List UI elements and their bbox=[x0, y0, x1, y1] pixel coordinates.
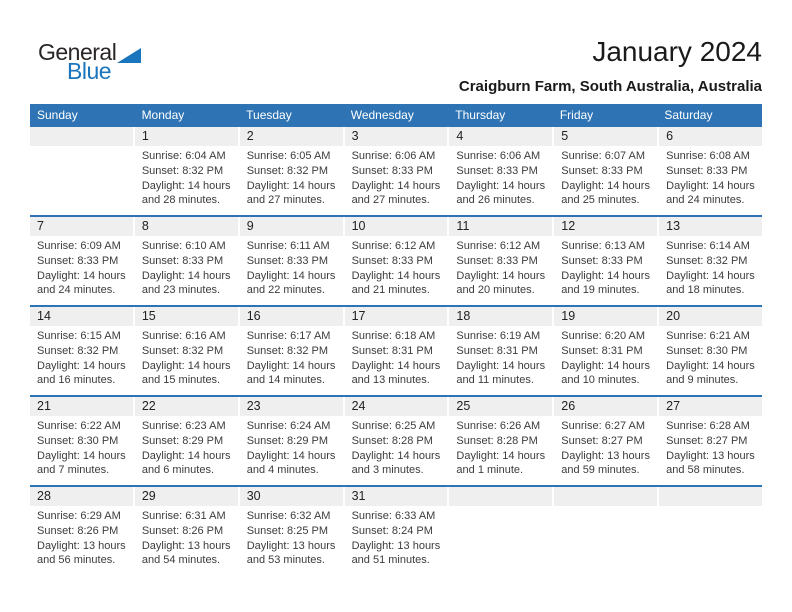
day-number-strip bbox=[554, 397, 657, 416]
week-row bbox=[30, 485, 762, 575]
weekday-saturday: Saturday bbox=[664, 108, 713, 122]
day-details bbox=[345, 416, 448, 478]
day-cell bbox=[449, 307, 552, 395]
day-number-strip bbox=[449, 307, 552, 326]
day-cell bbox=[30, 127, 133, 215]
day-details bbox=[449, 146, 552, 208]
day-number: 21 bbox=[37, 399, 51, 413]
day-number-strip bbox=[135, 487, 238, 506]
daylight-text: Daylight: 14 hours and 27 minutes. bbox=[351, 179, 441, 207]
day-number-strip bbox=[659, 397, 762, 416]
weekday-wednesday: Wednesday bbox=[350, 108, 414, 122]
day-cell bbox=[135, 217, 238, 305]
day-cell bbox=[30, 397, 133, 485]
day-cell bbox=[554, 127, 657, 215]
sunrise-text: Sunrise: 6:07 AM bbox=[561, 150, 646, 162]
sunset-text: Sunset: 8:32 PM bbox=[246, 344, 329, 357]
day-details bbox=[554, 416, 657, 478]
daylight-text: Daylight: 14 hours and 4 minutes. bbox=[246, 449, 336, 477]
sunrise-text: Sunrise: 6:11 AM bbox=[246, 240, 330, 252]
daylight-text: Daylight: 14 hours and 18 minutes. bbox=[666, 269, 755, 297]
day-number-strip bbox=[30, 307, 133, 326]
weekday-tuesday: Tuesday bbox=[246, 108, 292, 122]
day-number-strip bbox=[554, 127, 657, 146]
day-number-strip bbox=[554, 307, 657, 326]
daylight-text: Daylight: 14 hours and 24 minutes. bbox=[666, 179, 755, 207]
sunrise-text: Sunrise: 6:17 AM bbox=[246, 330, 331, 342]
day-number-strip bbox=[345, 217, 448, 236]
sunset-text: Sunset: 8:27 PM bbox=[666, 434, 748, 447]
day-details bbox=[30, 146, 133, 149]
sunrise-text: Sunrise: 6:25 AM bbox=[351, 420, 436, 432]
day-cell bbox=[449, 487, 552, 575]
daylight-text: Daylight: 14 hours and 15 minutes. bbox=[141, 359, 231, 387]
daylight-text: Daylight: 14 hours and 6 minutes. bbox=[141, 449, 231, 477]
sunset-text: Sunset: 8:26 PM bbox=[141, 524, 224, 537]
sunrise-text: Sunrise: 6:22 AM bbox=[37, 420, 121, 432]
day-cell bbox=[135, 307, 238, 395]
generalblue-logo bbox=[38, 39, 141, 85]
day-cell bbox=[240, 217, 343, 305]
sunrise-text: Sunrise: 6:33 AM bbox=[351, 510, 436, 522]
day-cell bbox=[30, 307, 133, 395]
sunrise-text: Sunrise: 6:06 AM bbox=[456, 150, 541, 162]
day-cell bbox=[554, 487, 657, 575]
daylight-text: Daylight: 14 hours and 16 minutes. bbox=[37, 359, 126, 387]
day-details bbox=[240, 326, 343, 388]
sunset-text: Sunset: 8:31 PM bbox=[351, 344, 433, 357]
day-cell bbox=[659, 127, 762, 215]
day-details bbox=[659, 236, 762, 298]
daylight-text: Daylight: 14 hours and 1 minute. bbox=[456, 449, 546, 477]
day-number: 23 bbox=[246, 399, 261, 413]
sunset-text: Sunset: 8:30 PM bbox=[37, 434, 119, 447]
daylight-text: Daylight: 13 hours and 56 minutes. bbox=[37, 539, 126, 567]
sunset-text: Sunset: 8:32 PM bbox=[37, 344, 119, 357]
sunset-text: Sunset: 8:33 PM bbox=[561, 164, 643, 177]
day-number-strip bbox=[30, 397, 133, 416]
sunset-text: Sunset: 8:33 PM bbox=[456, 254, 538, 267]
sunrise-text: Sunrise: 6:06 AM bbox=[351, 150, 436, 162]
day-cell bbox=[135, 397, 238, 485]
day-details bbox=[345, 326, 448, 388]
day-number-strip bbox=[345, 307, 448, 326]
daylight-text: Daylight: 13 hours and 58 minutes. bbox=[666, 449, 755, 477]
day-details bbox=[449, 326, 552, 388]
day-cell bbox=[449, 127, 552, 215]
sunrise-text: Sunrise: 6:09 AM bbox=[37, 240, 121, 252]
sunrise-text: Sunrise: 6:21 AM bbox=[666, 330, 750, 342]
daylight-text: Daylight: 14 hours and 24 minutes. bbox=[37, 269, 126, 297]
weekday-monday: Monday bbox=[141, 108, 185, 122]
month-title: January 2024 bbox=[592, 36, 762, 67]
day-details bbox=[135, 146, 238, 208]
day-number: 14 bbox=[37, 309, 51, 323]
sunrise-text: Sunrise: 6:29 AM bbox=[37, 510, 121, 522]
sunrise-text: Sunrise: 6:26 AM bbox=[456, 420, 541, 432]
daylight-text: Daylight: 14 hours and 7 minutes. bbox=[37, 449, 126, 477]
day-cell bbox=[554, 217, 657, 305]
day-details bbox=[449, 416, 552, 478]
daylight-text: Daylight: 14 hours and 9 minutes. bbox=[666, 359, 755, 387]
day-cell bbox=[240, 397, 343, 485]
weekday-friday: Friday bbox=[559, 108, 594, 122]
day-number-strip bbox=[30, 127, 133, 146]
day-number: 27 bbox=[666, 399, 681, 413]
location-subtitle: Craigburn Farm, South Australia, Australia bbox=[458, 78, 762, 95]
day-number: 5 bbox=[561, 129, 569, 143]
sunset-text: Sunset: 8:33 PM bbox=[246, 254, 329, 267]
day-number-strip bbox=[30, 217, 133, 236]
sunset-text: Sunset: 8:31 PM bbox=[456, 344, 538, 357]
sunrise-text: Sunrise: 6:28 AM bbox=[666, 420, 750, 432]
day-details bbox=[659, 506, 762, 509]
day-cell bbox=[449, 397, 552, 485]
day-details bbox=[135, 236, 238, 298]
sunset-text: Sunset: 8:33 PM bbox=[37, 254, 119, 267]
day-details bbox=[135, 506, 238, 568]
sunrise-text: Sunrise: 6:16 AM bbox=[141, 330, 226, 342]
day-cell bbox=[554, 307, 657, 395]
day-number-strip bbox=[554, 487, 657, 506]
sunset-text: Sunset: 8:33 PM bbox=[666, 164, 748, 177]
day-details bbox=[135, 326, 238, 388]
day-number: 1 bbox=[141, 129, 149, 143]
daylight-text: Daylight: 13 hours and 59 minutes. bbox=[561, 449, 650, 477]
sunset-text: Sunset: 8:28 PM bbox=[351, 434, 433, 447]
daylight-text: Daylight: 14 hours and 21 minutes. bbox=[351, 269, 441, 297]
sunset-text: Sunset: 8:30 PM bbox=[666, 344, 748, 357]
day-number-strip bbox=[135, 127, 238, 146]
day-cell bbox=[659, 397, 762, 485]
day-number: 29 bbox=[141, 489, 156, 503]
daylight-text: Daylight: 14 hours and 13 minutes. bbox=[351, 359, 441, 387]
daylight-text: Daylight: 14 hours and 26 minutes. bbox=[456, 179, 546, 207]
sunrise-text: Sunrise: 6:14 AM bbox=[666, 240, 750, 252]
sunset-text: Sunset: 8:24 PM bbox=[351, 524, 433, 537]
day-details bbox=[659, 416, 762, 478]
day-number: 3 bbox=[351, 129, 359, 143]
sunset-text: Sunset: 8:32 PM bbox=[141, 164, 224, 177]
day-number: 22 bbox=[141, 399, 156, 413]
day-number: 31 bbox=[351, 489, 366, 503]
day-cell bbox=[345, 397, 448, 485]
daylight-text: Daylight: 14 hours and 27 minutes. bbox=[246, 179, 336, 207]
day-cell bbox=[30, 217, 133, 305]
day-number-strip bbox=[554, 217, 657, 236]
sunset-text: Sunset: 8:28 PM bbox=[456, 434, 538, 447]
sunset-text: Sunset: 8:31 PM bbox=[561, 344, 643, 357]
sunrise-text: Sunrise: 6:08 AM bbox=[666, 150, 750, 162]
day-details bbox=[30, 506, 133, 568]
sunrise-text: Sunrise: 6:24 AM bbox=[246, 420, 331, 432]
day-number: 8 bbox=[141, 219, 149, 233]
sunrise-text: Sunrise: 6:13 AM bbox=[561, 240, 646, 252]
day-cell bbox=[135, 127, 238, 215]
day-cell bbox=[240, 487, 343, 575]
daylight-text: Daylight: 14 hours and 11 minutes. bbox=[456, 359, 546, 387]
day-number-strip bbox=[240, 397, 343, 416]
day-details bbox=[345, 146, 448, 208]
day-cell bbox=[135, 487, 238, 575]
weekday-thursday: Thursday bbox=[455, 108, 506, 122]
day-details bbox=[240, 416, 343, 478]
day-cell bbox=[345, 217, 448, 305]
day-cell bbox=[659, 217, 762, 305]
week-row bbox=[30, 395, 762, 485]
day-cell bbox=[345, 307, 448, 395]
day-number: 12 bbox=[561, 219, 576, 233]
day-number: 19 bbox=[561, 309, 576, 323]
day-number-strip bbox=[240, 127, 343, 146]
day-number-strip bbox=[449, 127, 552, 146]
weekday-sunday: Sunday bbox=[37, 108, 78, 122]
day-details bbox=[554, 506, 657, 509]
day-number-strip bbox=[240, 487, 343, 506]
day-number-strip bbox=[345, 397, 448, 416]
day-number-strip bbox=[659, 307, 762, 326]
day-details bbox=[554, 326, 657, 388]
day-details bbox=[659, 146, 762, 208]
sunrise-text: Sunrise: 6:19 AM bbox=[456, 330, 541, 342]
day-number-strip bbox=[30, 487, 133, 506]
day-number-strip bbox=[345, 487, 448, 506]
sunset-text: Sunset: 8:32 PM bbox=[141, 344, 224, 357]
day-number-strip bbox=[135, 307, 238, 326]
day-details bbox=[554, 236, 657, 298]
day-number: 20 bbox=[666, 309, 681, 323]
day-number-strip bbox=[135, 217, 238, 236]
daylight-text: Daylight: 14 hours and 19 minutes. bbox=[561, 269, 650, 297]
logo-triangle-icon bbox=[117, 48, 141, 63]
day-details bbox=[240, 236, 343, 298]
sunset-text: Sunset: 8:25 PM bbox=[246, 524, 329, 537]
weekday-header-row bbox=[30, 104, 762, 125]
day-number-strip bbox=[449, 217, 552, 236]
day-number: 17 bbox=[351, 309, 366, 323]
day-number: 24 bbox=[351, 399, 366, 413]
day-number: 10 bbox=[351, 219, 366, 233]
daylight-text: Daylight: 14 hours and 20 minutes. bbox=[456, 269, 546, 297]
logo-text-blue: Blue bbox=[67, 58, 112, 84]
sunset-text: Sunset: 8:33 PM bbox=[456, 164, 538, 177]
day-number: 18 bbox=[456, 309, 471, 323]
sunrise-text: Sunrise: 6:27 AM bbox=[561, 420, 646, 432]
sunrise-text: Sunrise: 6:32 AM bbox=[246, 510, 331, 522]
daylight-text: Daylight: 14 hours and 25 minutes. bbox=[561, 179, 650, 207]
day-details bbox=[240, 506, 343, 568]
day-cell bbox=[345, 487, 448, 575]
day-details bbox=[30, 236, 133, 298]
daylight-text: Daylight: 14 hours and 28 minutes. bbox=[141, 179, 231, 207]
sunset-text: Sunset: 8:26 PM bbox=[37, 524, 119, 537]
sunrise-text: Sunrise: 6:15 AM bbox=[37, 330, 121, 342]
sunset-text: Sunset: 8:27 PM bbox=[561, 434, 643, 447]
sunset-text: Sunset: 8:33 PM bbox=[351, 254, 433, 267]
day-number-strip bbox=[449, 397, 552, 416]
sunrise-text: Sunrise: 6:23 AM bbox=[141, 420, 226, 432]
day-number: 26 bbox=[561, 399, 576, 413]
daylight-text: Daylight: 14 hours and 23 minutes. bbox=[141, 269, 231, 297]
daylight-text: Daylight: 13 hours and 51 minutes. bbox=[351, 539, 441, 567]
calendar-table bbox=[30, 104, 762, 575]
day-cell bbox=[659, 307, 762, 395]
day-number-strip bbox=[240, 217, 343, 236]
day-number-strip bbox=[659, 127, 762, 146]
sunrise-text: Sunrise: 6:18 AM bbox=[351, 330, 436, 342]
day-cell bbox=[240, 127, 343, 215]
day-number: 30 bbox=[246, 489, 261, 503]
daylight-text: Daylight: 14 hours and 3 minutes. bbox=[351, 449, 441, 477]
day-details bbox=[345, 236, 448, 298]
day-cell bbox=[659, 487, 762, 575]
day-number-strip bbox=[240, 307, 343, 326]
day-number: 4 bbox=[456, 129, 464, 143]
daylight-text: Daylight: 14 hours and 10 minutes. bbox=[561, 359, 650, 387]
day-details bbox=[135, 416, 238, 478]
day-number: 15 bbox=[141, 309, 156, 323]
sunset-text: Sunset: 8:33 PM bbox=[351, 164, 433, 177]
sunset-text: Sunset: 8:29 PM bbox=[141, 434, 224, 447]
day-details bbox=[345, 506, 448, 568]
day-cell bbox=[30, 487, 133, 575]
week-row bbox=[30, 305, 762, 395]
day-details bbox=[659, 326, 762, 388]
day-number: 25 bbox=[456, 399, 471, 413]
day-number: 13 bbox=[666, 219, 681, 233]
day-cell bbox=[449, 217, 552, 305]
daylight-text: Daylight: 13 hours and 53 minutes. bbox=[246, 539, 336, 567]
sunset-text: Sunset: 8:33 PM bbox=[141, 254, 224, 267]
day-details bbox=[554, 146, 657, 208]
sunrise-text: Sunrise: 6:05 AM bbox=[246, 150, 331, 162]
sunset-text: Sunset: 8:29 PM bbox=[246, 434, 329, 447]
day-number: 16 bbox=[246, 309, 261, 323]
sunrise-text: Sunrise: 6:12 AM bbox=[456, 240, 541, 252]
daylight-text: Daylight: 13 hours and 54 minutes. bbox=[141, 539, 231, 567]
sunrise-text: Sunrise: 6:20 AM bbox=[561, 330, 646, 342]
day-details bbox=[449, 236, 552, 298]
sunrise-text: Sunrise: 6:31 AM bbox=[141, 510, 226, 522]
day-cell bbox=[345, 127, 448, 215]
day-details bbox=[240, 146, 343, 208]
daylight-text: Daylight: 14 hours and 14 minutes. bbox=[246, 359, 336, 387]
daylight-text: Daylight: 14 hours and 22 minutes. bbox=[246, 269, 336, 297]
day-number: 7 bbox=[37, 219, 44, 233]
day-details bbox=[30, 326, 133, 388]
sunset-text: Sunset: 8:33 PM bbox=[561, 254, 643, 267]
sunrise-text: Sunrise: 6:10 AM bbox=[141, 240, 226, 252]
day-details bbox=[449, 506, 552, 509]
logo-text-general: General bbox=[38, 39, 117, 65]
day-number: 9 bbox=[246, 219, 254, 233]
weeks bbox=[30, 125, 762, 575]
week-row bbox=[30, 215, 762, 305]
sunrise-text: Sunrise: 6:12 AM bbox=[351, 240, 436, 252]
sunset-text: Sunset: 8:32 PM bbox=[666, 254, 748, 267]
day-number: 28 bbox=[37, 489, 51, 503]
day-number-strip bbox=[345, 127, 448, 146]
day-number: 6 bbox=[666, 129, 674, 143]
day-cell bbox=[554, 397, 657, 485]
day-number-strip bbox=[135, 397, 238, 416]
week-row bbox=[30, 125, 762, 215]
day-cell bbox=[240, 307, 343, 395]
sunset-text: Sunset: 8:32 PM bbox=[246, 164, 329, 177]
day-number-strip bbox=[659, 487, 762, 506]
day-number: 11 bbox=[456, 219, 470, 233]
day-number: 2 bbox=[246, 129, 254, 143]
day-details bbox=[30, 416, 133, 478]
sunrise-text: Sunrise: 6:04 AM bbox=[141, 150, 226, 162]
day-number-strip bbox=[659, 217, 762, 236]
day-number-strip bbox=[449, 487, 552, 506]
